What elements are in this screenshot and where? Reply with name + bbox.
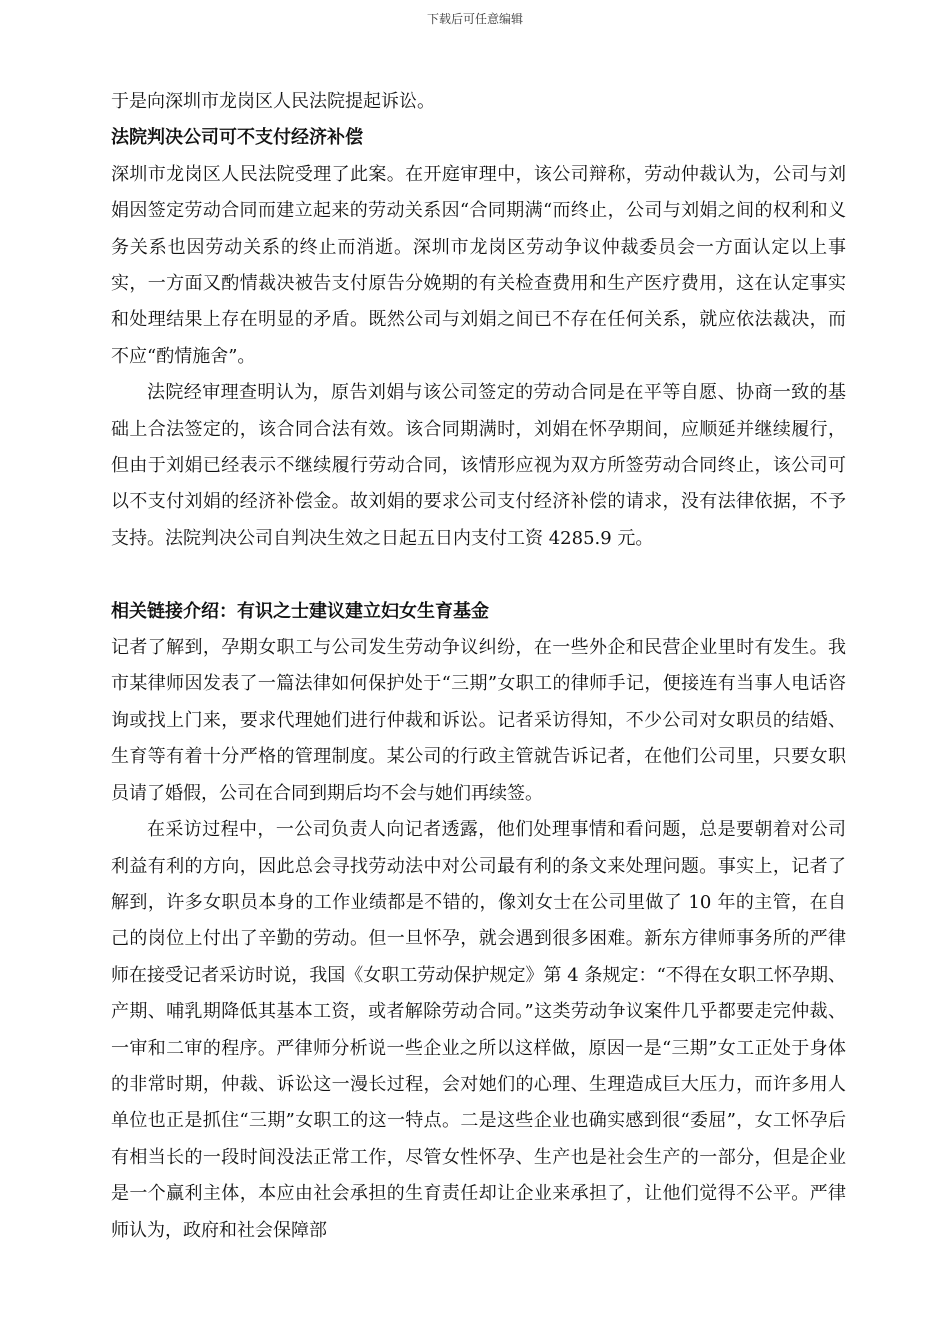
page-header: 下载后可任意编辑 bbox=[426, 12, 523, 26]
paragraph-reporter-findings: 记者了解到，孕期女职工与公司发生劳动争议纠纷，在一些外企和民营企业里时有发生。我市某律师因发表了一篇法律如何保护处于“三期”女职工的律师手记，便接连有当事人电话咨询或找上门来，要求代理她们进行仲裁和诉讼。记者采访得知，不少公司对女职员的结婚、生育等有着十分严格的管理制度。某公司的行政主管就告诉记者，在他们公司里，只要女职员请了婚假，公司在合同到期后均不会与她们再续签。 bbox=[111, 637, 846, 804]
document-body bbox=[111, 84, 846, 1249]
blank-line bbox=[111, 557, 846, 593]
paragraph-lead: 于是向深圳市龙岗区人民法院提起诉讼。 bbox=[111, 91, 435, 112]
paragraph-interview: 在采访过程中，一公司负责人向记者透露，他们处理事情和看问题，总是要朝着对公司利益有利的方向，因此总会寻找劳动法中对公司最有利的条文来处理问题。事实上，记者了解到，许多女职员本身的工作业绩都是不错的，像刘女士在公司里做了 10 年的主管，在自己的岗位上付出了辛勤的劳动。但一旦怀孕，就会遇到很多困难。新东方律师事务所的严律师在接受记者采访时说，我国《女职工劳动保护规定》第 4 条规定：“不得在女职工怀孕期、产期、哺乳期降低其基本工资，或者解除劳动合同。”这类劳动争议案件几乎都要走完仲裁、一审和二审的程序。严律师分析说一些企业之所以这样做，原因一是“三期”女工正处于身体的非常时期，仲裁、诉讼这一漫长过程，会对她们的心理、生理造成巨大压力，而许多用人单位也正是抓住“三期”女职工的这一特点。二是这些企业也确实感到很“委屈”，女工怀孕后有相当长的一段时间没法正常工作，尽管女性怀孕、生产也是社会生产的一部分，但是企业是一个赢利主体，本应由社会承担的生育责任却让企业来承担了，让他们觉得不公平。严律师认为，政府和社会保障部 bbox=[111, 819, 846, 1241]
section-heading-related-link: 相关链接介绍：有识之士建议建立妇女生育基金 bbox=[111, 600, 489, 622]
paragraph-court-finding: 法院经审理查明认为，原告刘娟与该公司签定的劳动合同是在平等自愿、协商一致的基础上合法签定的，该合同合法有效。该合同期满时，刘娟在怀孕期间，应顺延并继续履行，但由于刘娟已经表示不继续履行劳动合同，该情形应视为双方所签劳动合同终止，该公司可以不支付刘娟的经济补偿金。故刘娟的要求公司支付经济补偿的请求，没有法律依据，不予支持。法院判决公司自判决生效之日起五日内支付工资 4285.9 元。 bbox=[111, 382, 846, 549]
paragraph-defense: 深圳市龙岗区人民法院受理了此案。在开庭审理中，该公司辩称，劳动仲裁认为，公司与刘娟因签定劳动合同而建立起来的劳动关系因“合同期满“而终止，公司与刘娟之间的权利和义务关系也因劳动关系的终止而消逝。深圳市龙岗区劳动争议仲裁委员会一方面认定以上事实，一方面又酌情裁决被告支付原告分娩期的有关检查费用和生产医疗费用，这在认定事实和处理结果上存在明显的矛盾。既然公司与刘娟之间已不存在任何关系，就应依法裁决，而不应“酌情施舍”。 bbox=[111, 163, 846, 367]
section-heading-court-ruling: 法院判决公司可不支付经济补偿 bbox=[111, 127, 363, 149]
